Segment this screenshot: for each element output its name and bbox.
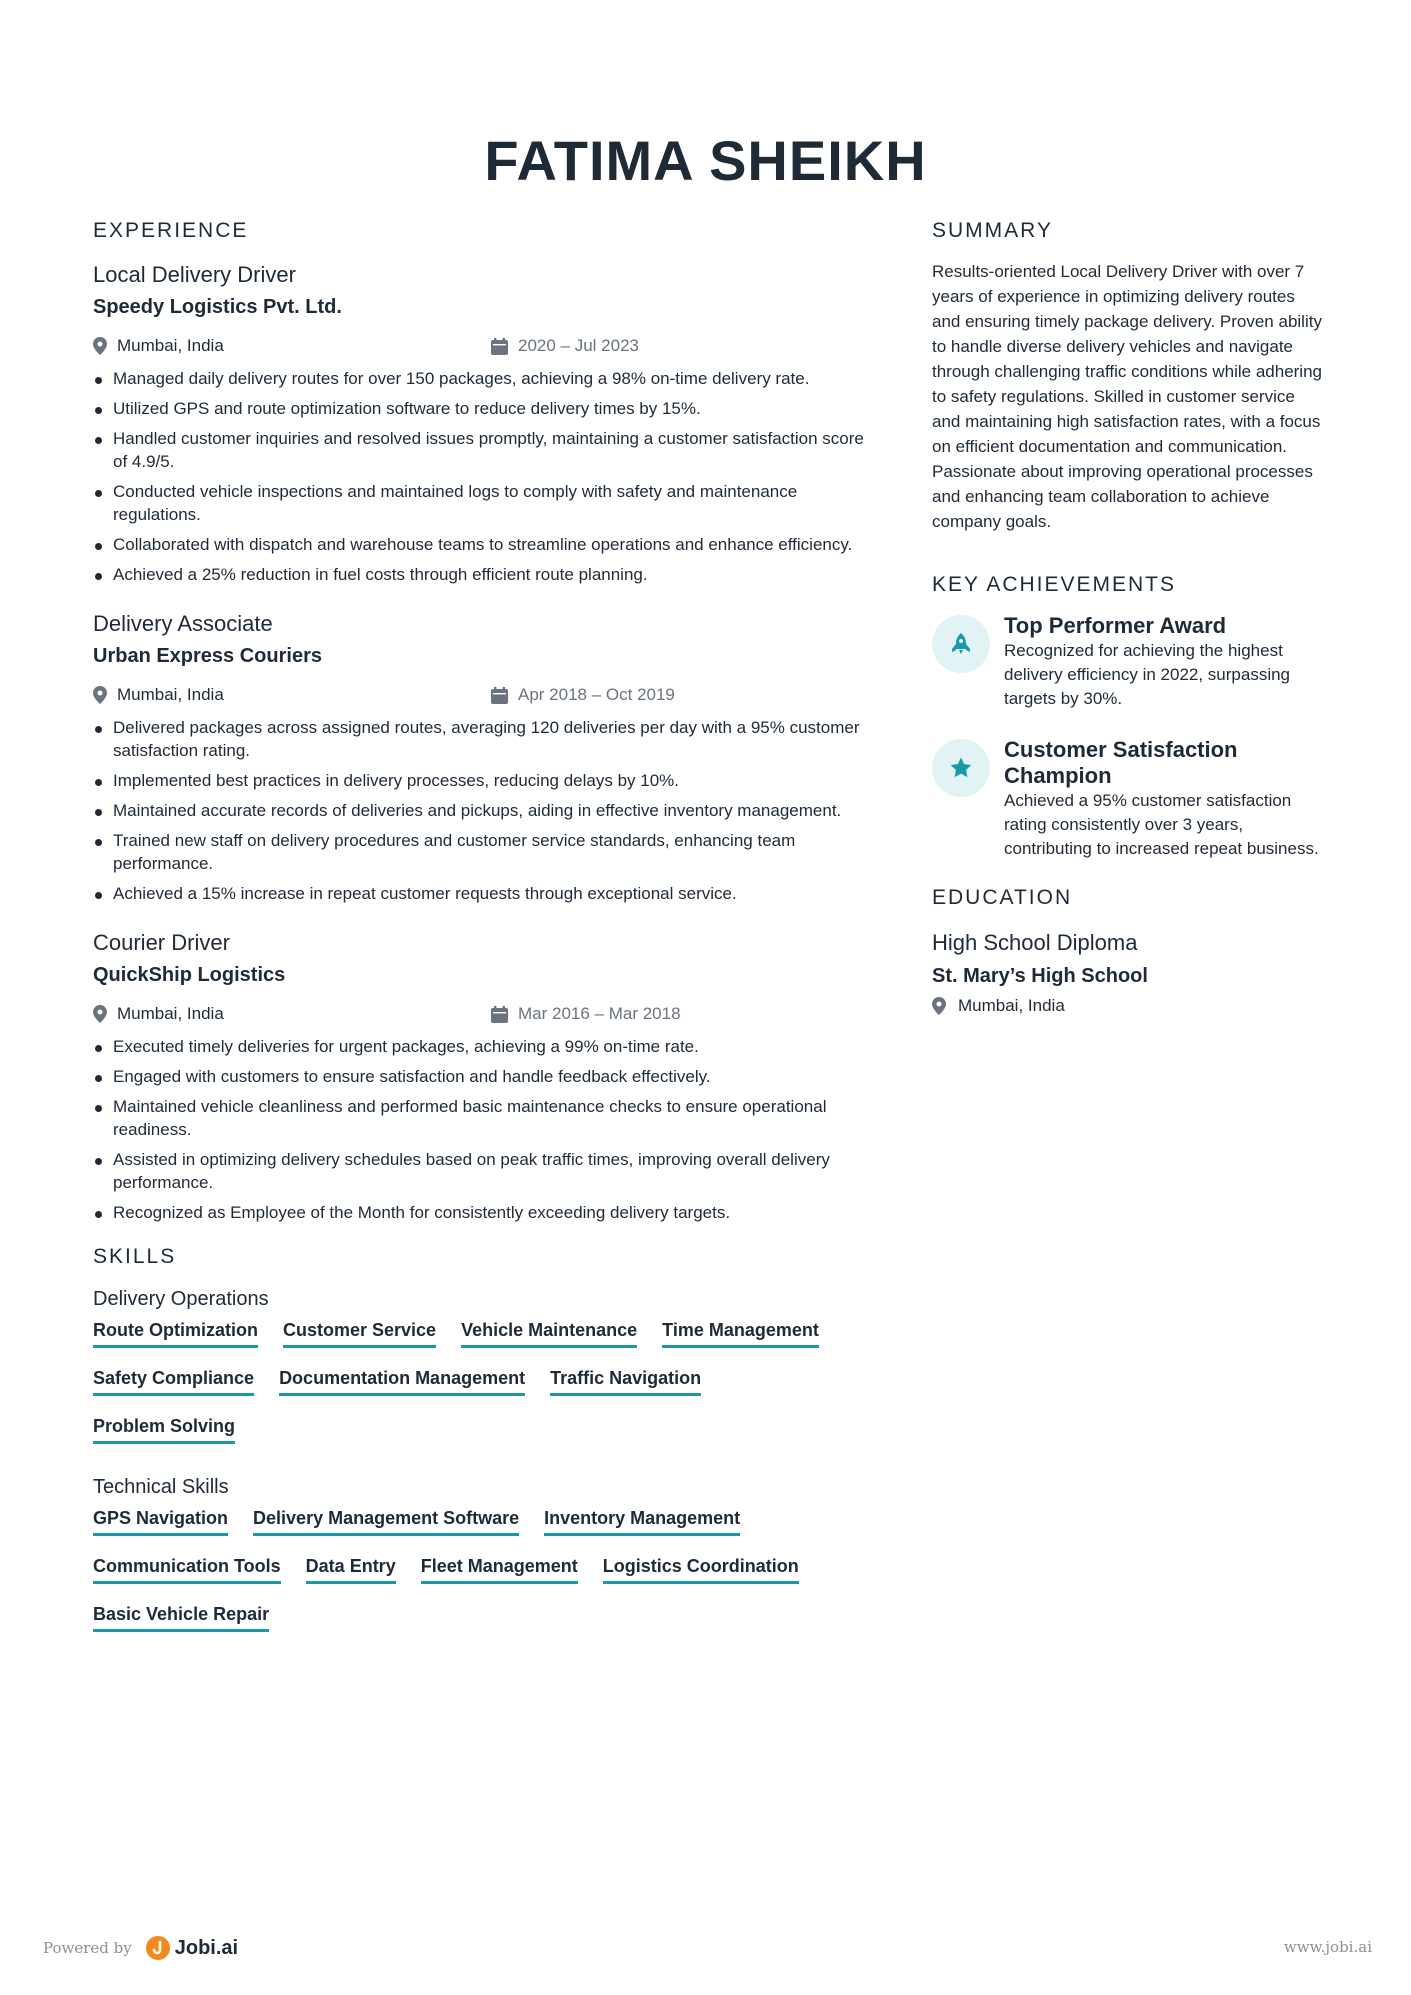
job-dates xyxy=(491,336,639,356)
job-bullets xyxy=(93,1035,873,1224)
skill-tag: Documentation Management xyxy=(279,1367,525,1396)
job-bullet: Implemented best practices in delivery processes, reducing delays by 10%. xyxy=(93,769,873,792)
job-meta xyxy=(93,682,873,708)
education-entry xyxy=(932,926,1332,1016)
job-location-text: Mumbai, India xyxy=(117,685,224,704)
star-icon xyxy=(949,756,973,780)
job-bullet: Achieved a 15% increase in repeat customer requests through exceptional service. xyxy=(93,882,873,905)
experience-entry xyxy=(93,927,873,1224)
location-pin-icon xyxy=(93,686,107,704)
job-bullet: Trained new staff on delivery procedures and customer service standards, enhancing team performance. xyxy=(93,829,873,875)
calendar-icon xyxy=(491,687,508,704)
job-bullet: Conducted vehicle inspections and maintained logs to comply with safety and maintenance regulations. xyxy=(93,480,873,526)
job-location-text: Mumbai, India xyxy=(117,1004,224,1023)
summary-text: Results-oriented Local Delivery Driver with over 7 years of experience in optimizing delivery routes and ensuring timely package delivery. Proven ability to handle diverse delivery vehicles and navigate through challenging traffic conditions while adhering to safety regulations. Skilled in customer service and maintaining high satisfaction rates, with a focus on efficient documentation and communication. Passionate about improving operational processes and enhancing team collaboration to achieve company goals. xyxy=(932,262,1322,531)
achievement-title: Top Performer Award xyxy=(1004,613,1227,638)
calendar-icon xyxy=(491,338,508,355)
job-location-text: Mumbai, India xyxy=(117,336,224,355)
job-dates-text: 2020 – Jul 2023 xyxy=(518,336,639,355)
job-bullets xyxy=(93,716,873,905)
experience-list xyxy=(93,259,873,1224)
education-heading: EDUCATION xyxy=(932,886,1073,909)
skill-tag: Route Optimization xyxy=(93,1319,258,1348)
powered-by-text: Powered by xyxy=(43,1939,132,1957)
skill-tag: GPS Navigation xyxy=(93,1507,228,1536)
achievement-entry xyxy=(932,613,1332,711)
job-bullet: Managed daily delivery routes for over 150 packages, achieving a 98% on-time delivery rate. xyxy=(93,367,873,390)
job-bullet: Assisted in optimizing delivery schedules based on peak traffic times, improving overall delivery performance. xyxy=(93,1148,873,1194)
job-title: Local Delivery Driver xyxy=(93,262,296,287)
job-location xyxy=(93,336,491,356)
summary-heading: SUMMARY xyxy=(932,219,1053,242)
skill-tag: Fleet Management xyxy=(421,1555,578,1584)
job-bullet: Handled customer inquiries and resolved issues promptly, maintaining a customer satisfaction score of 4.9/5. xyxy=(93,427,873,473)
job-bullet: Maintained vehicle cleanliness and performed basic maintenance checks to ensure operational readiness. xyxy=(93,1095,873,1141)
jobi-logo[interactable] xyxy=(146,1936,238,1960)
job-company: Urban Express Couriers xyxy=(93,645,322,667)
job-bullets xyxy=(93,367,873,586)
skill-tag: Traffic Navigation xyxy=(550,1367,701,1396)
job-bullet: Achieved a 25% reduction in fuel costs through efficient route planning. xyxy=(93,563,873,586)
location-pin-icon xyxy=(93,337,107,355)
skill-tag: Problem Solving xyxy=(93,1415,235,1444)
skills-heading: SKILLS xyxy=(93,1245,177,1268)
candidate-name: FATIMA SHEIKH xyxy=(484,129,927,192)
skill-tag: Vehicle Maintenance xyxy=(461,1319,637,1348)
right-column xyxy=(932,220,1332,1016)
job-dates xyxy=(491,685,675,705)
achievement-text xyxy=(1004,613,1324,711)
skills-group-title: Technical Skills xyxy=(93,1476,229,1498)
footer-url[interactable]: www.jobi.ai xyxy=(1283,1938,1372,1956)
skill-tag: Data Entry xyxy=(306,1555,396,1584)
job-company: Speedy Logistics Pvt. Ltd. xyxy=(93,296,342,318)
job-location xyxy=(93,1004,491,1024)
skills-group xyxy=(93,1285,873,1463)
location-pin-icon xyxy=(932,997,946,1015)
skill-tag: Logistics Coordination xyxy=(603,1555,799,1584)
job-bullet: Executed timely deliveries for urgent packages, achieving a 99% on-time rate. xyxy=(93,1035,873,1058)
skill-tag: Safety Compliance xyxy=(93,1367,254,1396)
achievement-icon-badge xyxy=(932,739,990,797)
experience-heading: EXPERIENCE xyxy=(93,219,249,242)
skill-tag: Inventory Management xyxy=(544,1507,740,1536)
footer-powered-by xyxy=(43,1936,238,1960)
experience-entry xyxy=(93,608,873,905)
experience-entry xyxy=(93,259,873,586)
education-location-text: Mumbai, India xyxy=(958,996,1065,1015)
skill-tag: Basic Vehicle Repair xyxy=(93,1603,269,1632)
job-meta xyxy=(93,333,873,359)
jobi-logo-text: Jobi.ai xyxy=(174,1936,239,1959)
rocket-icon xyxy=(950,632,972,656)
skill-tags xyxy=(93,1507,873,1651)
job-bullet: Recognized as Employee of the Month for consistently exceeding delivery targets. xyxy=(93,1201,873,1224)
achievement-title: Customer Satisfaction Champion xyxy=(1004,737,1238,788)
job-bullet: Utilized GPS and route optimization software to reduce delivery times by 15%. xyxy=(93,397,873,420)
education-location xyxy=(932,996,1332,1016)
skills-group xyxy=(93,1473,873,1651)
left-column xyxy=(93,220,873,1661)
skill-tag: Delivery Management Software xyxy=(253,1507,519,1536)
job-bullet: Engaged with customers to ensure satisfaction and handle feedback effectively. xyxy=(93,1065,873,1088)
job-meta xyxy=(93,1001,873,1027)
achievements-list xyxy=(932,613,1332,861)
skill-tag: Time Management xyxy=(662,1319,819,1348)
job-bullet: Collaborated with dispatch and warehouse teams to streamline operations and enhance efficiency. xyxy=(93,533,873,556)
job-dates-text: Mar 2016 – Mar 2018 xyxy=(518,1004,681,1023)
skills-list xyxy=(93,1285,873,1651)
achievement-description: Recognized for achieving the highest delivery efficiency in 2022, surpassing targets by 30%. xyxy=(1004,641,1291,708)
achievement-text xyxy=(1004,737,1332,861)
achievement-icon-badge xyxy=(932,615,990,673)
education-degree: High School Diploma xyxy=(932,930,1138,955)
calendar-icon xyxy=(491,1006,508,1023)
education-school: St. Mary’s High School xyxy=(932,965,1148,987)
job-location xyxy=(93,685,491,705)
job-dates xyxy=(491,1004,681,1024)
job-company: QuickShip Logistics xyxy=(93,964,286,986)
achievement-description: Achieved a 95% customer satisfaction rating consistently over 3 years, contributing to increased repeat business. xyxy=(1004,791,1319,858)
job-title: Courier Driver xyxy=(93,930,230,955)
location-pin-icon xyxy=(93,1005,107,1023)
skill-tags xyxy=(93,1319,873,1463)
job-bullet: Maintained accurate records of deliveries and pickups, aiding in effective inventory management. xyxy=(93,799,873,822)
achievement-entry xyxy=(932,737,1332,861)
skills-group-title: Delivery Operations xyxy=(93,1288,269,1310)
job-title: Delivery Associate xyxy=(93,611,273,636)
job-dates-text: Apr 2018 – Oct 2019 xyxy=(518,685,675,704)
skill-tag: Communication Tools xyxy=(93,1555,281,1584)
jobi-logo-icon xyxy=(146,1936,170,1960)
job-bullet: Delivered packages across assigned routes, averaging 120 deliveries per day with a 95% customer satisfaction rating. xyxy=(93,716,873,762)
achievements-heading: KEY ACHIEVEMENTS xyxy=(932,573,1177,596)
skill-tag: Customer Service xyxy=(283,1319,436,1348)
